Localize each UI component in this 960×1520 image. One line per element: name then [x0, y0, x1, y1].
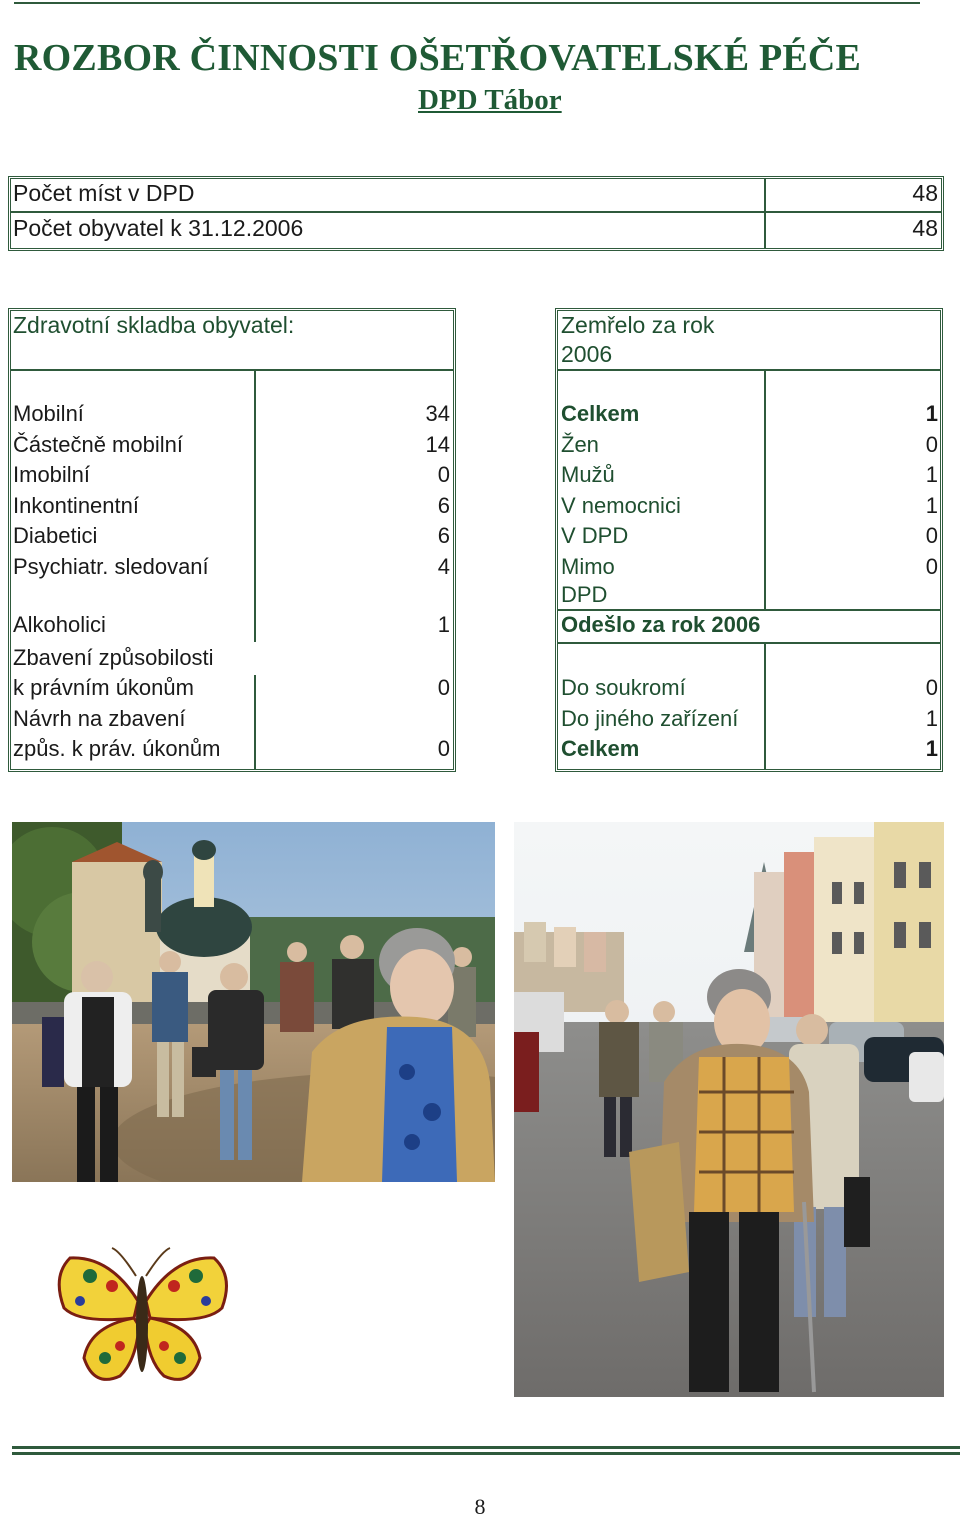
deaths-row-value: 1 [925, 401, 938, 426]
capacity-col-divider [764, 179, 766, 248]
departures-row-value: 0 [925, 675, 938, 700]
legal-incapacity-label-2: k právním úkonům [13, 675, 194, 700]
health-row-label: Psychiatr. sledovaní [13, 554, 209, 579]
departures-heading: Odešlo za rok 2006 [561, 612, 761, 637]
deaths-header-divider [558, 369, 940, 371]
deaths-row-value: 0 [925, 432, 938, 457]
legal-proposal-label-2: způs. k práv. úkonům [13, 736, 221, 761]
top-rule [14, 2, 920, 4]
page-number: 8 [474, 1494, 486, 1519]
departures-row-value: 1 [925, 706, 938, 731]
deaths-mimo-label-1: Mimo [561, 554, 615, 579]
places-value: 48 [912, 180, 938, 206]
photo-group-walking [12, 822, 495, 1182]
footer-rule-bottom [12, 1452, 960, 1455]
health-col-divider-a [254, 370, 256, 642]
legal-proposal-label-1: Návrh na zbavení [13, 706, 186, 731]
residents-value: 48 [912, 215, 938, 241]
legal-incapacity-label-1: Zbavení způsobilosti [13, 645, 214, 670]
health-header-divider [11, 369, 453, 371]
residents-label: Počet obyvatel k 31.12.2006 [13, 215, 304, 241]
health-row-value: 34 [425, 401, 450, 426]
health-row-value: 6 [437, 523, 450, 548]
footer-rule-top [12, 1446, 960, 1449]
deaths-mimo-label-2: DPD [561, 582, 608, 607]
health-row-label: Alkoholici [13, 612, 106, 637]
butterfly-illustration [50, 1246, 240, 1396]
departures-row-label: Do soukromí [561, 675, 686, 700]
deaths-row-label: V DPD [561, 523, 629, 548]
legal-proposal-value: 0 [437, 736, 450, 761]
health-row-value: 0 [437, 462, 450, 487]
departures-header-divider [558, 642, 940, 644]
deaths-row-label: Mužů [561, 462, 615, 487]
health-row-value: 14 [425, 432, 450, 457]
deaths-row-label: Žen [561, 432, 599, 457]
departures-row-value: 1 [925, 736, 938, 761]
health-row-label: Inkontinentní [13, 493, 139, 518]
health-row-label: Imobilní [13, 462, 91, 487]
health-col-divider-b [254, 675, 256, 769]
health-row-value: 1 [437, 612, 450, 637]
photo-town-square [514, 822, 944, 1397]
health-row-label: Částečně mobilní [13, 432, 183, 457]
capacity-row-divider [11, 211, 941, 213]
departures-row-label: Do jiného zařízení [561, 706, 739, 731]
health-row-label: Diabetici [13, 523, 98, 548]
deaths-row-value: 1 [925, 493, 938, 518]
deaths-heading-1: Zemřelo za rok [561, 312, 715, 338]
departures-col-divider [764, 643, 766, 769]
deaths-row-value: 1 [925, 462, 938, 487]
health-heading: Zdravotní skladba obyvatel: [13, 312, 295, 338]
deaths-col-divider [764, 370, 766, 610]
deaths-row-value: 0 [925, 523, 938, 548]
deaths-mimo-value: 0 [925, 554, 938, 579]
deaths-row-label: Celkem [561, 401, 640, 426]
page-title: ROZBOR ČINNOSTI OŠETŘOVATELSKÉ PÉČE [14, 37, 862, 79]
health-row-value: 4 [437, 554, 450, 579]
places-label: Počet míst v DPD [13, 180, 195, 206]
deaths-heading-2: 2006 [561, 341, 613, 367]
legal-incapacity-value: 0 [437, 675, 450, 700]
departures-row-label: Celkem [561, 736, 640, 761]
health-row-label: Mobilní [13, 401, 84, 426]
page-subtitle: DPD Tábor [418, 84, 562, 116]
deaths-row-label: V nemocnici [561, 493, 681, 518]
health-row-value: 6 [437, 493, 450, 518]
